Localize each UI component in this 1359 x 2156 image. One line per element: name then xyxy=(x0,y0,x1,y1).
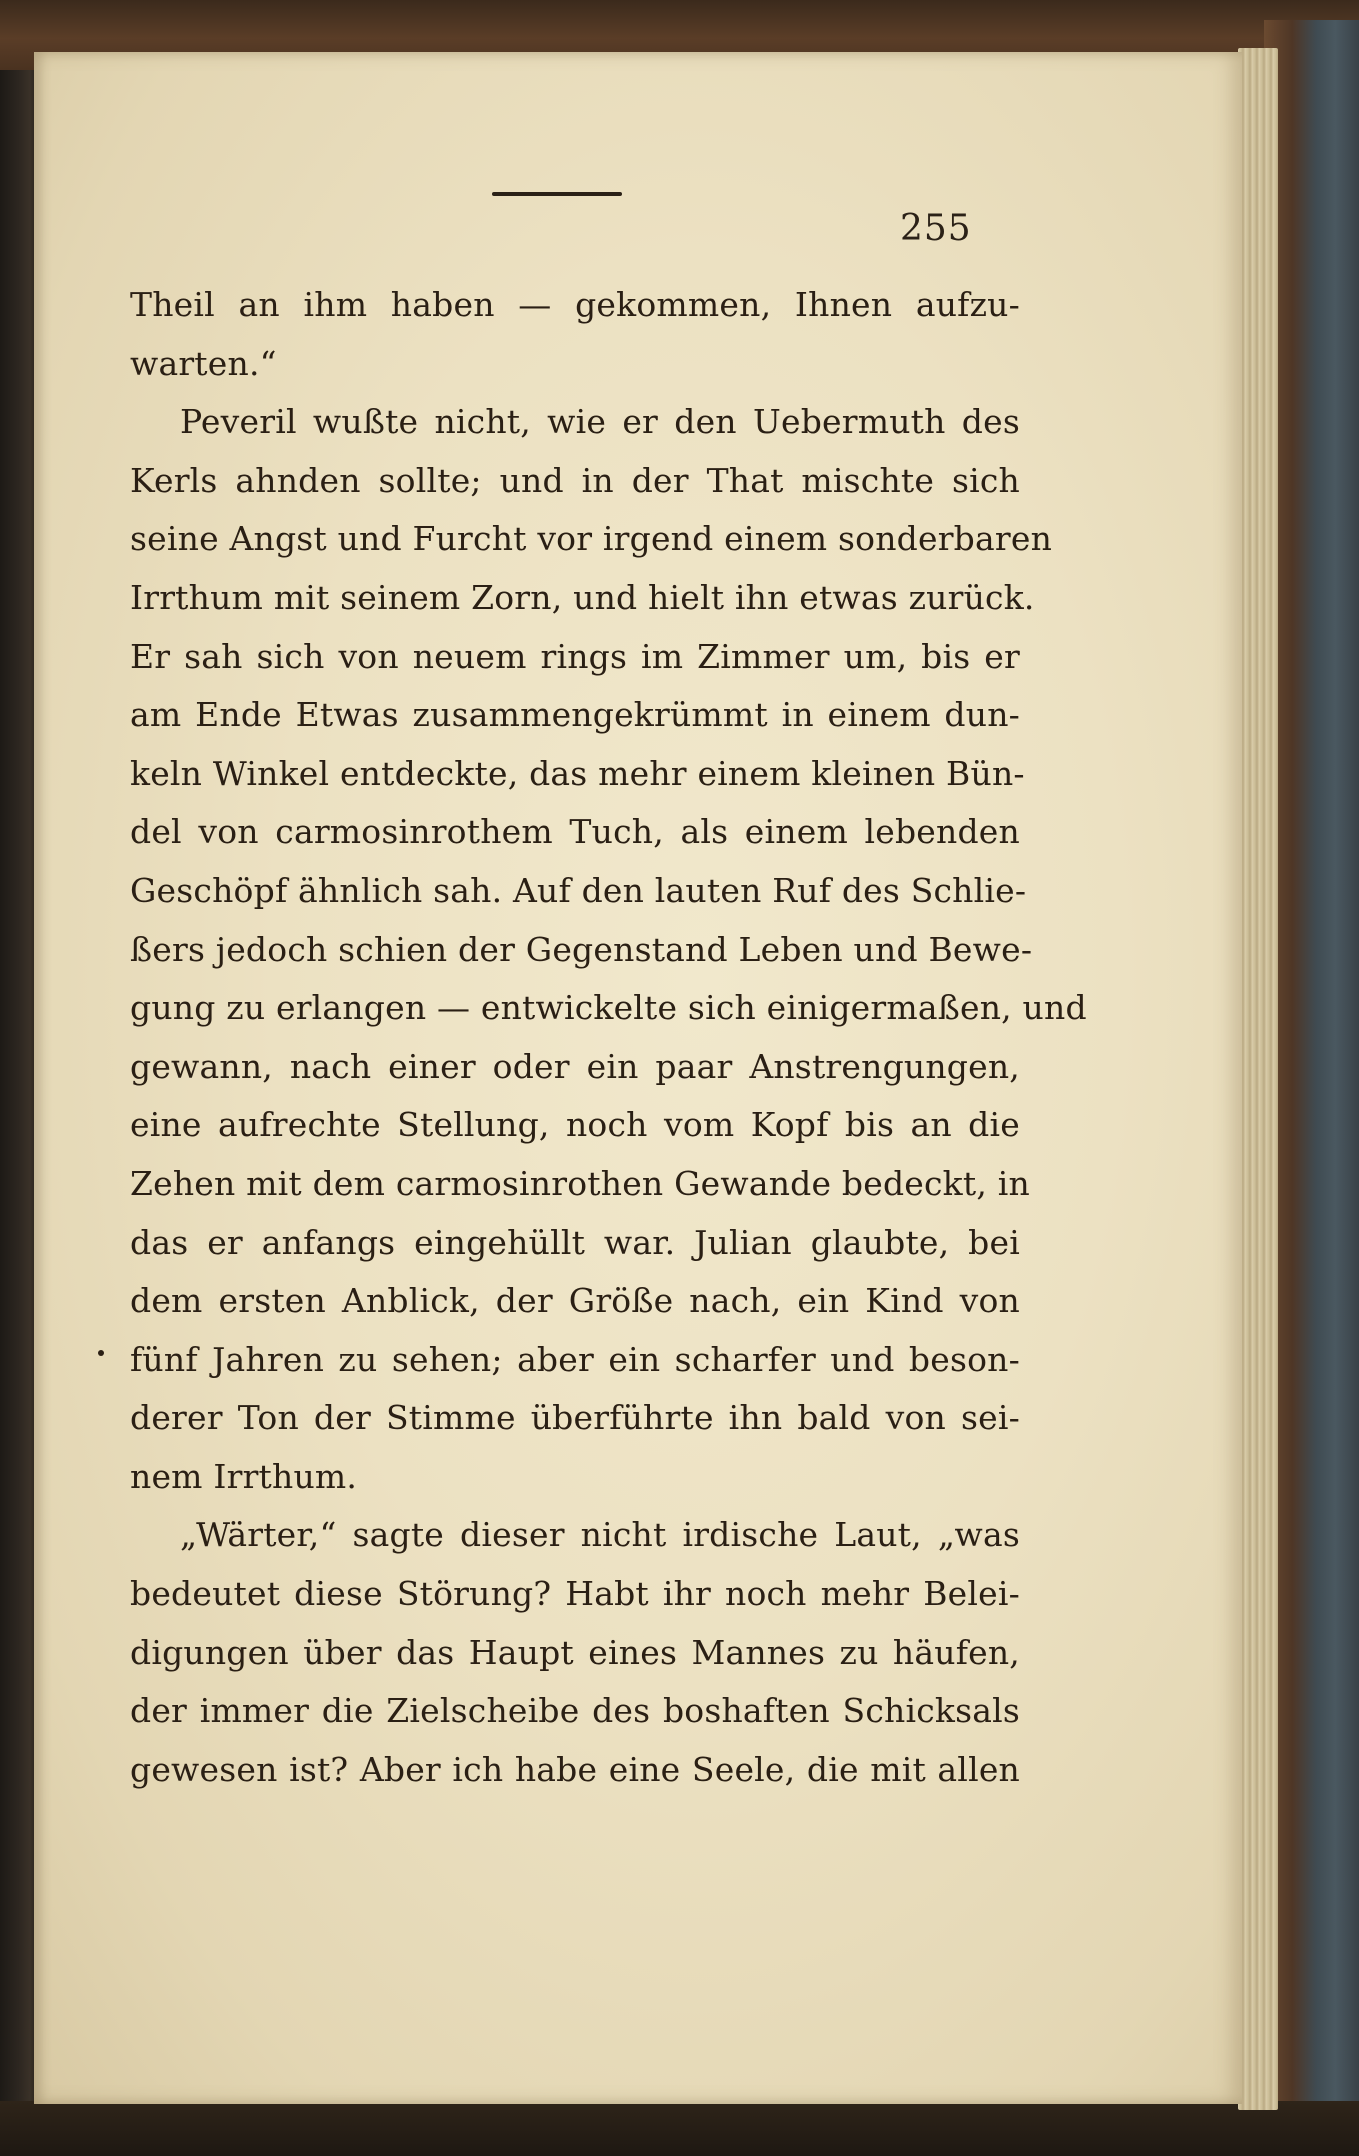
text-line: Er sah sich von neuem rings im Zimmer um, bis er xyxy=(130,636,1020,676)
text-line: bedeutet diese Störung? Habt ihr noch mehr Belei- xyxy=(130,1574,1020,1614)
text-line: eine aufrechte Stellung, noch vom Kopf bis an die xyxy=(130,1105,1020,1145)
margin-mark xyxy=(98,1350,104,1356)
page-number: 255 xyxy=(900,208,972,249)
text-line: dem ersten Anblick, der Größe nach, ein Kind von xyxy=(130,1281,1020,1321)
text-line: der immer die Zielscheibe des boshaften Schicksals xyxy=(130,1691,1020,1731)
text-line: warten.“ xyxy=(130,343,277,383)
text-line: digungen über das Haupt eines Mannes zu häufen, xyxy=(130,1632,1020,1672)
text-line: gewesen ist? Aber ich habe eine Seele, die mit allen xyxy=(130,1749,1020,1789)
text-line: Peveril wußte nicht, wie er den Uebermuth des xyxy=(180,402,1020,442)
text-line: am Ende Etwas zusammengekrümmt in einem dun- xyxy=(130,695,1020,735)
text-line: fünf Jahren zu sehen; aber ein scharfer und beson- xyxy=(130,1339,1020,1379)
body-text xyxy=(130,276,1087,1799)
text-line: ßers jedoch schien der Gegenstand Leben und Bewe- xyxy=(130,929,1033,969)
text-line: del von carmosinrothem Tuch, als einem lebenden xyxy=(130,812,1020,852)
text-line: „Wärter,“ sagte dieser nicht irdische Laut, „was xyxy=(180,1515,1020,1555)
text-line: Zehen mit dem carmosinrothen Gewande bedeckt, in xyxy=(130,1163,1030,1203)
text-line: seine Angst und Furcht vor irgend einem sonderbaren xyxy=(130,519,1053,559)
text-line: Theil an ihm haben — gekommen, Ihnen aufzu- xyxy=(130,285,1020,324)
text-line: nem Irrthum. xyxy=(130,1456,358,1496)
book-cover-bottom-edge xyxy=(0,2101,1359,2156)
page-stack-edge xyxy=(1238,48,1278,2110)
text-line: derer Ton der Stimme überführte ihn bald von sei- xyxy=(130,1398,1020,1438)
text-line: Irrthum mit seinem Zorn, und hielt ihn etwas zurück. xyxy=(130,577,1035,617)
text-line: Geschöpf ähnlich sah. Auf den lauten Ruf des Schlie- xyxy=(130,870,1027,910)
book-cover-right-edge xyxy=(1264,20,1359,2156)
text-line: Kerls ahnden sollte; und in der That mischte sich xyxy=(130,460,1020,500)
text-line: keln Winkel entdeckte, das mehr einem kleinen Bün- xyxy=(130,753,1025,793)
text-line: gung zu erlangen — entwickelte sich einigermaßen, und xyxy=(130,988,1087,1028)
header-rule xyxy=(492,192,622,196)
text-line: das er anfangs eingehüllt war. Julian glaubte, bei xyxy=(130,1222,1020,1262)
text-line: gewann, nach einer oder ein paar Anstrengungen, xyxy=(130,1046,1020,1086)
